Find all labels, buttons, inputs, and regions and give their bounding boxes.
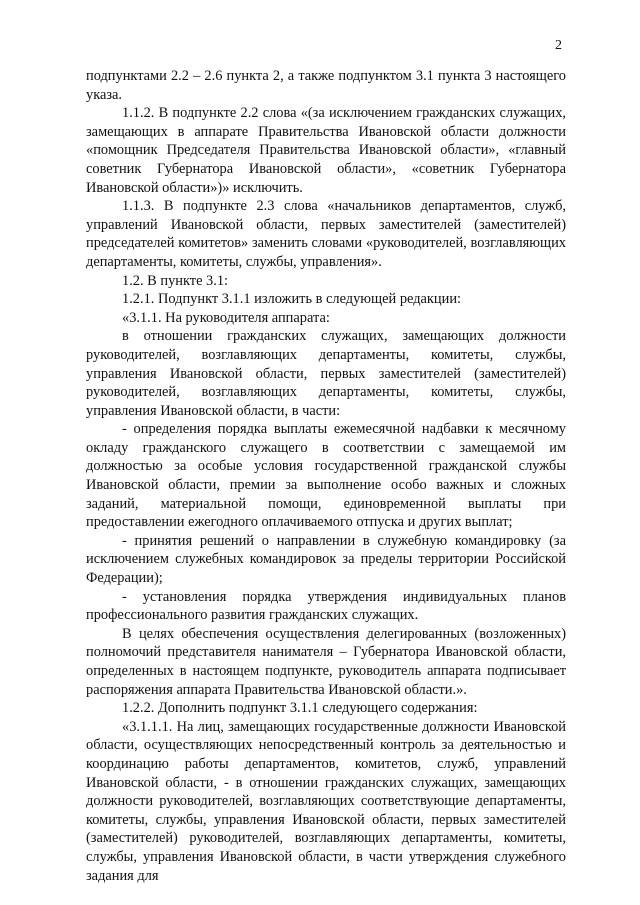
list-item-payments: - определения порядка выплаты ежемесячной надбавки к месячному окладу гражданского служащего в соответствии с замещаемой им должностью за особые условия государственной гражданской службы Ивановской области, премии за выполнение особо важных и сложных заданий, материальной помощи, единовременной выплаты при предоставлении ежегодного оплачиваемого отпуска и других выплат; [86, 421, 566, 531]
list-item-development-plans: - установления порядка утверждения индивидуальных планов профессионального развития гражданских служащих. [86, 588, 566, 624]
paragraph-1-1-3: 1.1.3. В подпункте 2.3 слова «начальников департаментов, служб, управлений Ивановской области, первых заместителей (заместителей) председателей комитетов» заменить словами «руководителей, возглавляющих департаменты, комитеты, службы, управления». [86, 198, 566, 270]
page-number: 2 [555, 38, 562, 53]
paragraph-1-2: 1.2. В пункте 3.1: [122, 272, 229, 289]
paragraph-intro-continuation: подпунктами 2.2 – 2.6 пункта 2, а также подпунктом 3.1 пункта 3 настоящего указа. [86, 68, 566, 103]
paragraph-1-1-2: 1.1.2. В подпункте 2.2 слова «(за исключением гражданских служащих, замещающих в аппарате Правительства Ивановской области должности «помощник Председателя Правительства Ивановской области», «главный советник Губернатора Ивановской области», «советник Губернатора Ивановской области»)» исключить. [86, 105, 566, 196]
paragraph-3-1-1-heading: «3.1.1. На руководителя аппарата: [122, 309, 330, 326]
paragraph-1-2-2: 1.2.2. Дополнить подпункт 3.1.1 следующего содержания: [122, 700, 478, 717]
list-item-business-trips: - принятия решений о направлении в служебную командировку (за исключением служебных командировок за пределы территории Российской Федерации); [86, 532, 566, 587]
paragraph-1-2-1: 1.2.1. Подпункт 3.1.1 изложить в следующей редакции: [122, 291, 462, 308]
paragraph-3-1-1-scope: в отношении гражданских служащих, замещающих должности руководителей, возглавляющих департаменты, комитеты, службы, управления Ивановской области, первых заместителей (заместителей) руководителей, возглавляющих департаменты, комитеты, службы, управления Ивановской области, в части: [86, 328, 566, 419]
paragraph-delegated-powers: В целях обеспечения осуществления делегированных (возложенных) полномочий представителя нанимателя – Губернатора Ивановской области, определенных в настоящем подпункте, руководитель аппарата подписывает распоряжения аппарата Правительства Ивановской области.». [86, 625, 566, 698]
document-body [86, 67, 566, 885]
paragraph-3-1-1-1: «3.1.1.1. На лиц, замещающих государственные должности Ивановской области, осуществляющих непосредственный контроль за деятельностью и координацию работы департаментов, комитетов, служб, управлений Ивановской области, - в отношении гражданских служащих, замещающих должности руководителей, возглавляющих соответствующие департаменты, комитеты, службы, управления Ивановской области, первых заместителей (заместителей) руководителей, возглавляющих департаменты, комитеты, службы, управления Ивановской области, в части утверждения служебного задания для [86, 718, 566, 884]
